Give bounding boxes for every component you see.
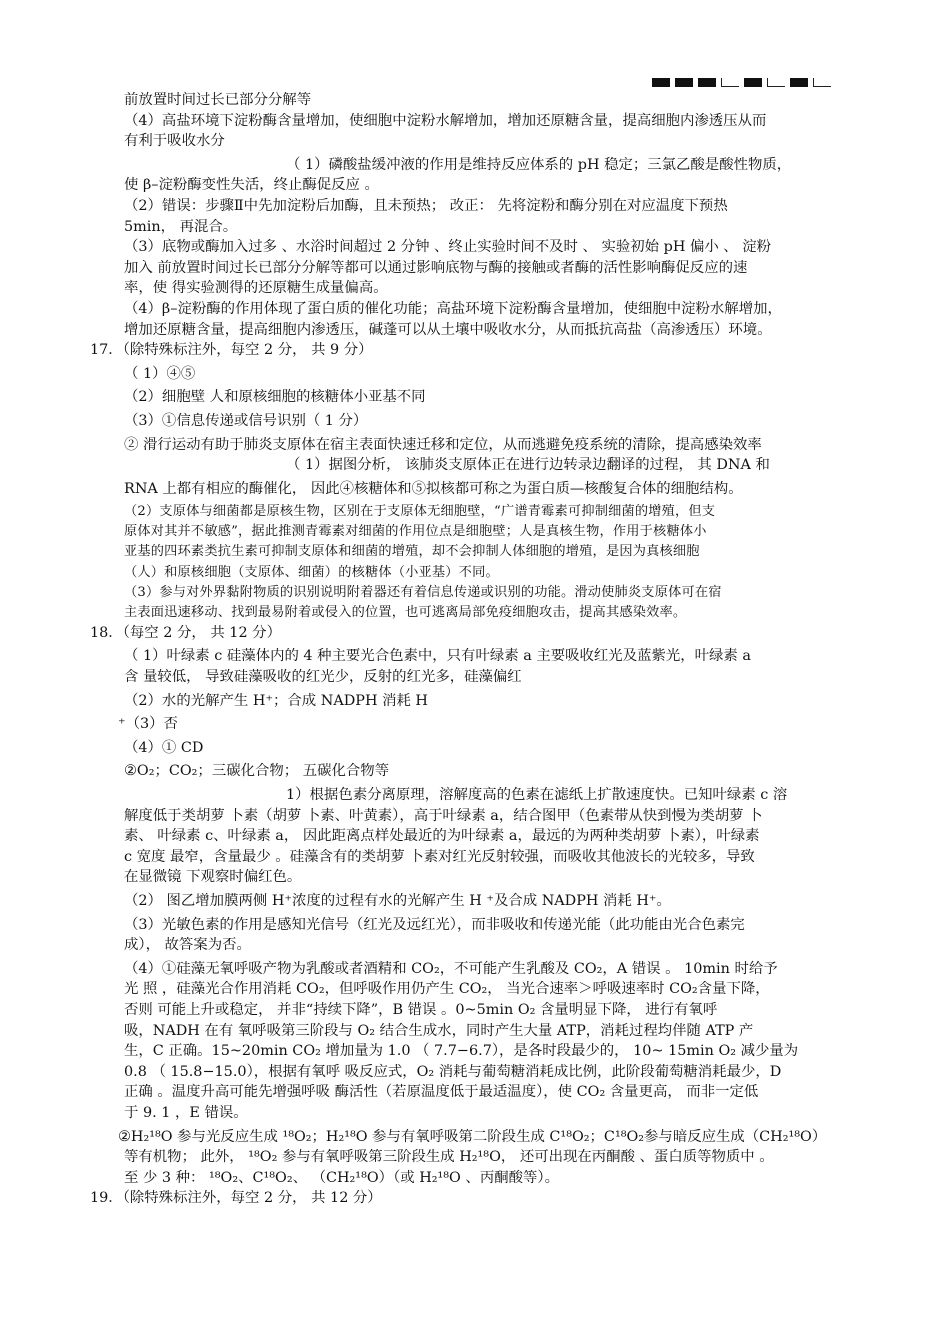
- text-line: 5min， 再混合。: [124, 218, 238, 235]
- text-line: 有利于吸收水分: [124, 133, 225, 150]
- text-line: ② 滑行运动有助于肺炎支原体在宿主表面快速迁移和定位，从而逃避免疫系统的清除，提高感染效率: [124, 436, 762, 453]
- text-line: 1）根据色素分离原理，溶解度高的色素在滤纸上扩散速度快。已知叶绿素 c 溶: [286, 787, 788, 803]
- text-line: （人）和原核细胞（支原体、细菌）的核糖体（小亚基）不同。: [124, 564, 499, 580]
- header-mark-filled: [698, 78, 716, 87]
- text-line: ②H₂¹⁸O 参与光反应生成 ¹⁸O₂；H₂¹⁸O 参与有氧呼吸第二阶段生成 C¹⁸O₂；C¹⁸O₂参与暗反应生成（CH₂¹⁸O）: [118, 1128, 827, 1145]
- header-mark-filled: [652, 78, 670, 87]
- text-line: 0.8 （ 15.8−15.0），根据有氧呼 吸反应式，O₂ 消耗与葡萄糖消耗成比例，此阶段葡萄糖消耗最少，D: [124, 1063, 782, 1080]
- text-line: 加入 前放置时间过长已部分分解等都可以通过影响底物与酶的接触或者酶的活性影响酶促反应的速: [124, 259, 748, 276]
- text-line: 正确 。温度升高可能先增强呼吸 酶活性（若原温度低于最适温度），使 CO₂ 含量更高， 而非一定低: [124, 1084, 759, 1101]
- text-line: （4）① CD: [124, 739, 204, 756]
- text-line: 于 9. 1 ，E 错误。: [124, 1104, 248, 1121]
- text-line: 等有机物； 此外， ¹⁸O₂ 参与有氧呼吸第三阶段生成 H₂¹⁸O， 还可出现在丙酮酸 、蛋白质等物质中 。: [124, 1149, 774, 1166]
- text-line: （4）高盐环境下淀粉酶含量增加，使细胞中淀粉水解增加，增加还原糖含量，提高细胞内渗透压从而: [124, 112, 767, 129]
- text-line: 含 量较低， 导致硅藻吸收的红光少，反射的红光多，硅藻偏红: [124, 669, 522, 686]
- text-line: 主表面迅速移动、找到最易附着或侵入的位置，也可逃离局部免疫细胞攻击，提高其感染效率。: [124, 604, 687, 620]
- text-line: 生，C 正确。15~20min CO₂ 增加量为 1.0 （ 7.7−6.7），是各时段最少的， 10~ 15min O₂ 减少量为: [124, 1043, 799, 1060]
- text-line: （2）错误：步骤Ⅱ中先加淀粉后加酶，且未预热； 改正： 先将淀粉和酶分别在对应温度下预热: [124, 197, 728, 214]
- text-line: ②O₂；CO₂；三碳化合物； 五碳化合物等: [124, 763, 390, 780]
- text-line: （2）细胞壁 人和原核细胞的核糖体小亚基不同: [124, 389, 426, 406]
- header-mark-open: [767, 78, 785, 87]
- answer-text: [0, 90, 950, 1209]
- text-line: 吸，NADH 在有 氧呼吸第三阶段与 O₂ 结合生成水，同时产生大量 ATP，消耗过程均伴随 ATP 产: [124, 1022, 754, 1039]
- text-line: 使 β–淀粉酶变性失活，终止酶促反应 。: [124, 177, 379, 194]
- header-mark-open: [721, 78, 739, 87]
- text-line: （2）水的光解产生 H⁺；合成 NADPH 消耗 H: [124, 692, 428, 709]
- text-line: 至 少 3 种： ¹⁸O₂、C¹⁸O₂、 （CH₂¹⁸O）（或 H₂¹⁸O 、丙酮酸等）。: [124, 1169, 559, 1186]
- text-line: 否则 可能上升或稳定， 并非“持续下降”，B 错误 。0~5min O₂ 含量明显下降， 进行有氧呼: [124, 1001, 718, 1018]
- header-mark-open: [813, 78, 831, 87]
- text-line: 在显微镜 下观察时偏红色。: [124, 869, 302, 886]
- text-line: （ 1）据图分析， 该肺炎支原体正在进行边转录边翻译的过程， 其 DNA 和: [286, 457, 770, 474]
- text-line: 增加还原糖含量，提高细胞内渗透压，碱蓬可以从土壤中吸收水分，从而抵抗高盐（高渗透压）环境。: [124, 321, 772, 338]
- text-line: （3）光敏色素的作用是感知光信号（红光及远红光），而非吸收和传递光能（此功能由光合色素完: [124, 916, 745, 933]
- text-line: ⁺（3）否: [118, 716, 178, 733]
- text-line: （4）①硅藻无氧呼吸产物为乳酸或者酒精和 CO₂，不可能产生乳酸及 CO₂，A 错误 。 10min 时给予: [124, 960, 778, 977]
- text-line: （3）底物或酶加入过多 、水浴时间超过 2 分钟 、终止实验时间不及时 、 实验初始 pH 偏小 、 淀粉: [124, 239, 772, 256]
- text-line: 率，使 得实验测得的还原糖生成量偏高。: [124, 280, 388, 297]
- text-line: 18．（每空 2 分， 共 12 分）: [90, 624, 281, 641]
- header-mark-filled: [790, 78, 808, 87]
- text-line: （ 1）④⑤: [124, 365, 196, 382]
- text-line: （ 1）叶绿素 c 硅藻体内的 4 种主要光合色素中，只有叶绿素 a 主要吸收红光及蓝紫光，叶绿素 a: [124, 648, 751, 665]
- text-line: （2） 图乙增加膜两侧 H⁺浓度的过程有水的光解产生 H ⁺及合成 NADPH 消耗 H⁺。: [124, 892, 671, 909]
- header-mark-filled: [675, 78, 693, 87]
- text-line: 19．（除特殊标注外，每空 2 分， 共 12 分）: [90, 1190, 382, 1207]
- text-line: （4）β–淀粉酶的作用体现了蛋白质的催化功能；高盐环境下淀粉酶含量增加，使细胞中淀粉水解增加，: [124, 300, 782, 317]
- text-line: c 宽度 最窄，含量最少 。硅藻含有的类胡萝 卜素对红光反射较强，而吸收其他波长的光较多，导致: [124, 848, 755, 865]
- text-line: （3）①信息传递或信号识别（ 1 分）: [124, 412, 368, 429]
- text-line: 素、 叶绿素 c、叶绿素 a， 因此距离点样处最近的为叶绿素 a，最远的为两种类胡萝 卜素），叶绿素: [124, 828, 760, 845]
- text-line: 成）， 故答案为否。: [124, 937, 251, 954]
- text-line: 17．（除特殊标注外，每空 2 分， 共 9 分）: [90, 342, 373, 359]
- text-line: 解度低于类胡萝 卜素（胡萝 卜素、叶黄素），高于叶绿素 a，结合图甲（色素带从快到慢为类胡萝 卜: [124, 807, 763, 824]
- text-line: 原体对其并不敏感”，据此推测青霉素对细菌的作用位点是细胞壁；人是真核生物，作用于核糖体小: [124, 524, 707, 540]
- text-line: 光 照 ，硅藻光合作用消耗 CO₂，但呼吸作用仍产生 CO₂， 当光合速率＞呼吸速率时 CO₂含量下降，: [124, 981, 770, 998]
- text-line: （2）支原体与细菌都是原核生物，区别在于支原体无细胞壁，“广谱青霉素可抑制细菌的增殖，但支: [124, 504, 716, 520]
- text-line: 前放置时间过长已部分分解等: [124, 92, 312, 108]
- text-line: RNA 上都有相应的酶催化， 因此④核糖体和⑤拟核都可称之为蛋白质—核酸复合体的细胞结构。: [124, 480, 743, 497]
- text-line: （3）参与对外界黏附物质的识别说明附着器还有着信息传递或识别的功能。滑动使肺炎支原体可在宿: [124, 584, 722, 600]
- text-line: 亚基的四环素类抗生素可抑制支原体和细菌的增殖，却不会抑制人体细胞的增殖，是因为真核细胞: [124, 544, 700, 560]
- header-marks: [652, 78, 831, 87]
- text-line: （ 1）磷酸盐缓冲液的作用是维持反应体系的 pH 稳定；三氯乙酸是酸性物质，: [286, 156, 792, 173]
- header-mark-filled: [744, 78, 762, 87]
